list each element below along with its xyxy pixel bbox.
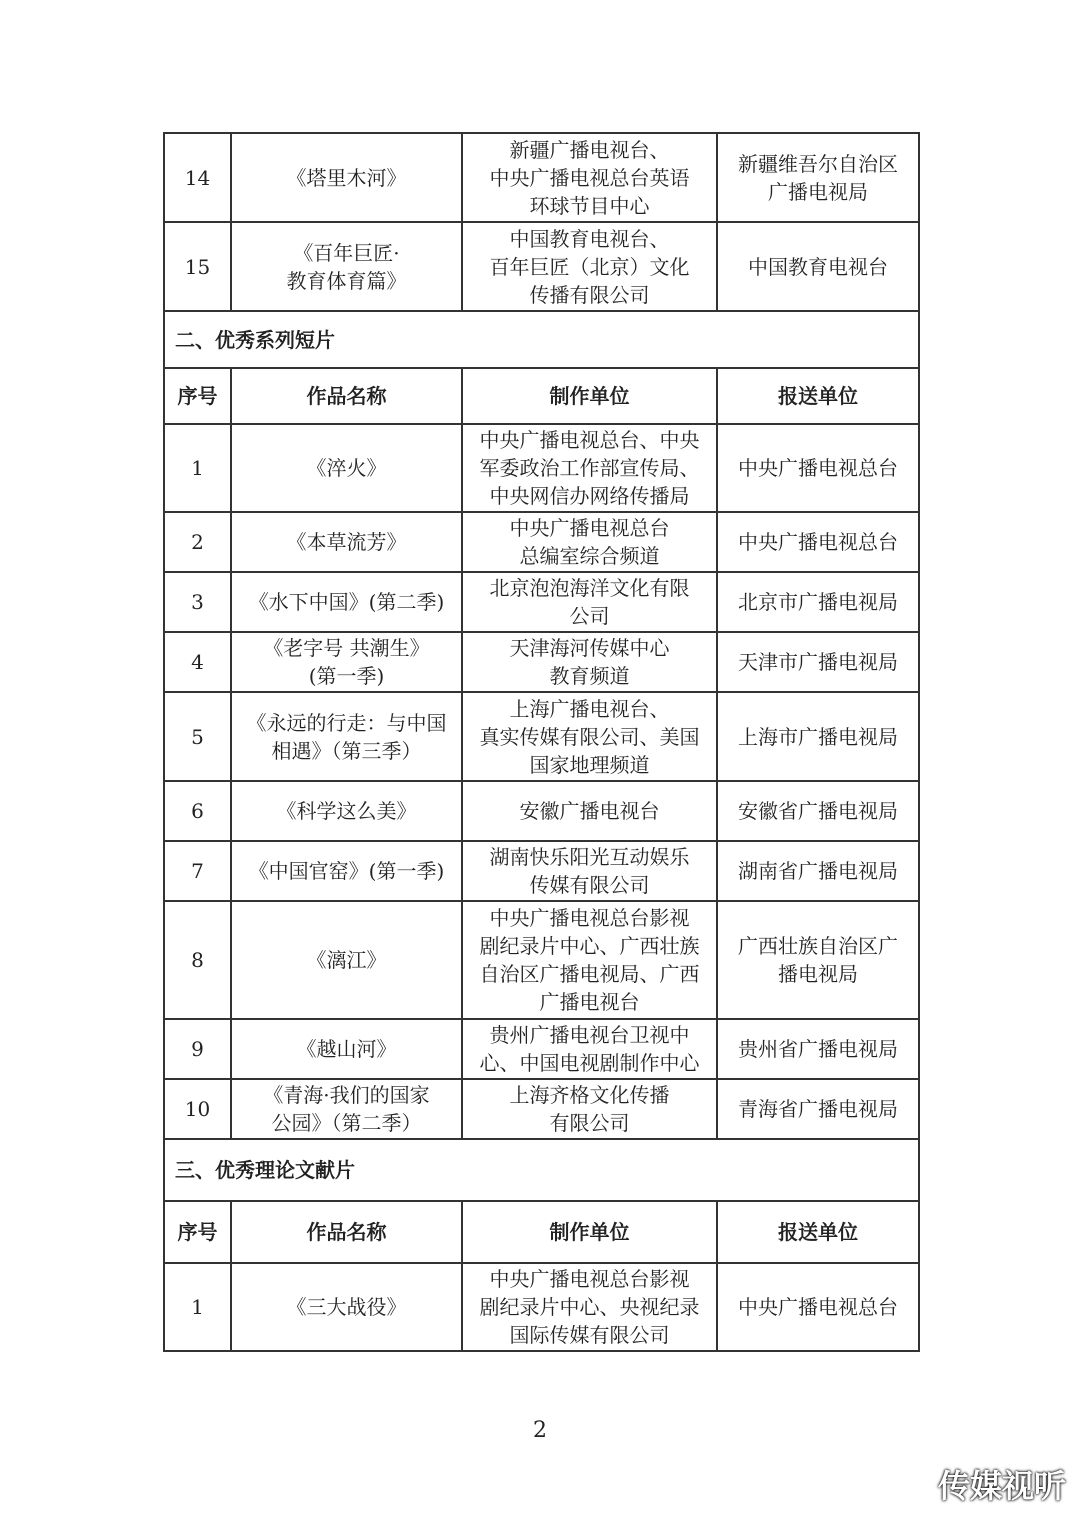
producer: 安徽广播电视台 (462, 781, 717, 841)
work-title: 《中国官窑》(第一季) (231, 841, 462, 901)
producer: 中央广播电视总台、中央 军委政治工作部宣传局、 中央网信办网络传播局 (462, 424, 717, 512)
table-row (164, 841, 919, 901)
page-number: 2 (533, 1418, 547, 1443)
table-row (164, 1263, 919, 1351)
producer: 贵州广播电视台卫视中 心、中国电视剧制作中心 (462, 1019, 717, 1079)
column-header: 制作单位 (462, 1201, 717, 1263)
column-header: 作品名称 (231, 1201, 462, 1263)
submitter: 湖南省广播电视局 (717, 841, 919, 901)
work-title: 《百年巨匠· 教育体育篇》 (231, 222, 462, 311)
row-number: 4 (164, 632, 231, 692)
section-title: 三、优秀理论文献片 (164, 1139, 919, 1201)
row-number: 7 (164, 841, 231, 901)
producer: 湖南快乐阳光互动娱乐 传媒有限公司 (462, 841, 717, 901)
submitter: 中央广播电视总台 (717, 424, 919, 512)
header-row (164, 1201, 919, 1263)
submitter: 新疆维吾尔自治区 广播电视局 (717, 133, 919, 222)
row-number: 10 (164, 1079, 231, 1139)
section-row (164, 1139, 919, 1201)
awards-table (163, 132, 920, 1352)
submitter: 北京市广播电视局 (717, 572, 919, 632)
table-row (164, 572, 919, 632)
submitter: 中央广播电视总台 (717, 512, 919, 572)
submitter: 天津市广播电视局 (717, 632, 919, 692)
table-row (164, 632, 919, 692)
row-number: 15 (164, 222, 231, 311)
section-row (164, 311, 919, 368)
table-row (164, 901, 919, 1019)
table-row (164, 781, 919, 841)
submitter: 广西壮族自治区广 播电视局 (717, 901, 919, 1019)
header-row (164, 368, 919, 424)
work-title: 《塔里木河》 (231, 133, 462, 222)
table-row (164, 512, 919, 572)
producer: 中央广播电视总台影视 剧纪录片中心、广西壮族 自治区广播电视局、广西 广播电视台 (462, 901, 717, 1019)
table-row (164, 424, 919, 512)
column-header: 制作单位 (462, 368, 717, 424)
work-title: 《青海·我们的国家 公园》（第二季） (231, 1079, 462, 1139)
row-number: 8 (164, 901, 231, 1019)
submitter: 贵州省广播电视局 (717, 1019, 919, 1079)
producer: 上海广播电视台、 真实传媒有限公司、美国 国家地理频道 (462, 692, 717, 781)
column-header: 作品名称 (231, 368, 462, 424)
row-number: 14 (164, 133, 231, 222)
work-title: 《水下中国》(第二季) (231, 572, 462, 632)
row-number: 1 (164, 1263, 231, 1351)
table-row (164, 1079, 919, 1139)
submitter: 安徽省广播电视局 (717, 781, 919, 841)
column-header: 报送单位 (717, 1201, 919, 1263)
work-title: 《越山河》 (231, 1019, 462, 1079)
producer: 天津海河传媒中心 教育频道 (462, 632, 717, 692)
work-title: 《淬火》 (231, 424, 462, 512)
row-number: 5 (164, 692, 231, 781)
submitter: 上海市广播电视局 (717, 692, 919, 781)
producer: 北京泡泡海洋文化有限 公司 (462, 572, 717, 632)
work-title: 《本草流芳》 (231, 512, 462, 572)
watermark: 传媒视听 (937, 1467, 1066, 1505)
row-number: 3 (164, 572, 231, 632)
row-number: 1 (164, 424, 231, 512)
submitter: 中央广播电视总台 (717, 1263, 919, 1351)
submitter: 中国教育电视台 (717, 222, 919, 311)
producer: 新疆广播电视台、 中央广播电视总台英语 环球节目中心 (462, 133, 717, 222)
work-title: 《科学这么美》 (231, 781, 462, 841)
column-header: 序号 (164, 1201, 231, 1263)
producer: 中国教育电视台、 百年巨匠（北京）文化 传播有限公司 (462, 222, 717, 311)
work-title: 《永远的行走：与中国 相遇》（第三季） (231, 692, 462, 781)
producer: 中央广播电视总台影视 剧纪录片中心、央视纪录 国际传媒有限公司 (462, 1263, 717, 1351)
row-number: 9 (164, 1019, 231, 1079)
table-row (164, 692, 919, 781)
work-title: 《三大战役》 (231, 1263, 462, 1351)
row-number: 2 (164, 512, 231, 572)
submitter: 青海省广播电视局 (717, 1079, 919, 1139)
column-header: 序号 (164, 368, 231, 424)
table-row (164, 133, 919, 222)
producer: 中央广播电视总台 总编室综合频道 (462, 512, 717, 572)
table-row (164, 1019, 919, 1079)
row-number: 6 (164, 781, 231, 841)
section-title: 二、优秀系列短片 (164, 311, 919, 368)
producer: 上海齐格文化传播 有限公司 (462, 1079, 717, 1139)
work-title: 《漓江》 (231, 901, 462, 1019)
work-title: 《老字号 共潮生》 (第一季) (231, 632, 462, 692)
table-row (164, 222, 919, 311)
column-header: 报送单位 (717, 368, 919, 424)
